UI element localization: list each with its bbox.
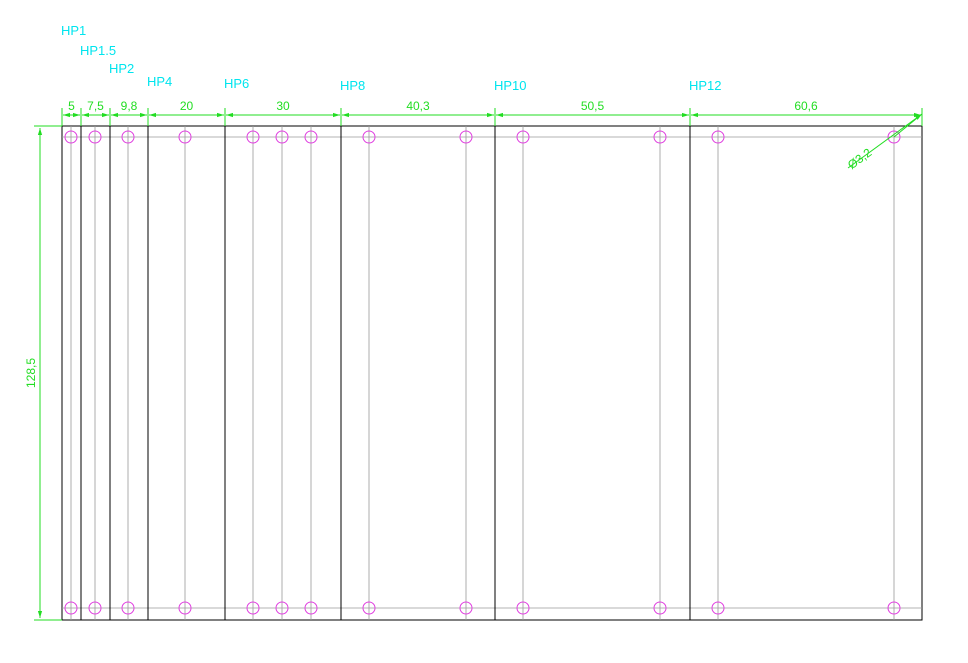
width-dimension-text: 60,6 [794,99,818,113]
width-dimension-text: 20 [179,99,194,113]
diameter-text: Ø3,2 [845,145,875,173]
width-dimension-text: 30 [276,99,290,113]
height-dimension-text: 128,5 [24,357,38,389]
hp-label: HP12 [689,78,722,93]
width-dimension-text: 9,8 [120,99,138,113]
hp-label: HP4 [147,74,173,89]
width-dimension-text: 7,5 [87,99,104,113]
hp-label: HP1 [61,23,87,38]
panel-frame [62,126,922,620]
width-dimension-text: 50,5 [580,99,605,113]
hp-label: HP2 [109,61,135,76]
width-dimension-text: 40,3 [406,99,430,113]
hp-label: HP10 [494,78,527,93]
hp-label: HP6 [224,76,250,91]
hp-label: HP8 [340,78,366,93]
hp-label: HP1.5 [80,43,117,58]
width-dimension-text: 5 [68,99,75,113]
